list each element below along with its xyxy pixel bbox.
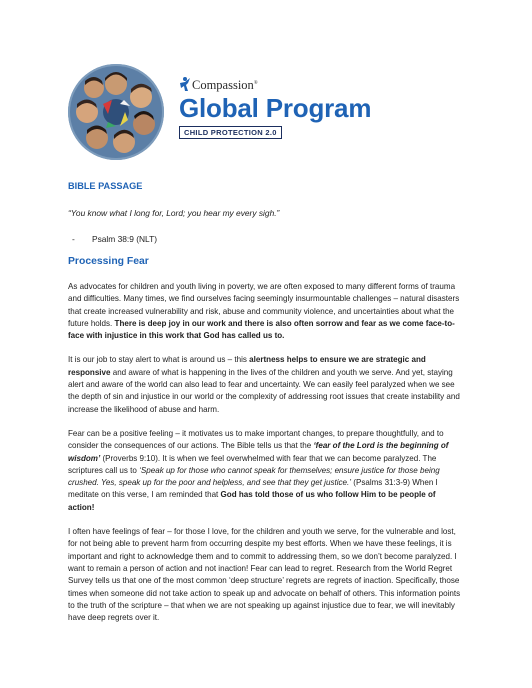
children-group-photo [68, 64, 164, 160]
paragraph-1: As advocates for children and youth living in poverty, we are often exposed to many different forms of trauma and difficulties. Many times, we find ourselves facing seemingly insurmountable challenges – natural disasters that create increased vulnerability and risk, abuse and community violence, and uncertainties about what the future holds. There is deep joy in our work and there is also often sorrow and fear as we come face-to-face with injustice in this work that God has called us to. [68, 282, 460, 341]
bible-passage-heading: BIBLE PASSAGE [68, 181, 143, 191]
verse-reference-text: Psalm 38:9 (NLT) [92, 234, 157, 244]
processing-fear-heading: Processing Fear [68, 256, 149, 267]
paragraph-3: Fear can be a positive feeling – it motivates us to make important changes, to prepare thoughtfully, and to consider the consequences of our actions. The Bible tells us that the ‘fear of the Lord is the beginning of wisdom’ (Proverbs 9:10). It is when we feel overwhelmed with fear that we can become paralyzed. The scriptures call us to ‘Speak up for those who cannot speak for themselves; ensure justice for those being crushed. Yes, speak up for the poor and helpless, and see that they get justice.’ (Psalms 31:3-9) When I meditate on this verse, I am reminded that God has told those of us who follow Him to be people of action! [68, 428, 449, 512]
compassion-logo [179, 74, 399, 92]
document-body [68, 180, 463, 624]
brand-registered-mark: ® [253, 80, 258, 86]
compassion-figure-icon [179, 76, 191, 92]
children-photo-illustration [68, 64, 164, 160]
brand-name: Compassion [192, 78, 254, 92]
paragraph-2: It is our job to stay alert to what is around us – this alertness helps to ensure we are strategic and responsive and aware of what is happening in the lives of the children and youth we serve. And yet, staying alert and aware of the world can also lead to fear and uncertainty. We can easily feel paralyzed when we see the depth of sin and injustice in our world or the complexity of addressing root issues that create instability and increase the likelihood of abuse and harm. [68, 355, 460, 414]
compassion-brand [179, 74, 399, 140]
program-title: Global Program [179, 93, 372, 123]
paragraph-4: I often have feelings of fear – for those I love, for the children and youth we serve, for the vulnerable and lost, for not being able to prevent harm from occurring despite my best efforts. When we have these feelings, it is important and right to acknowledge them and to commit to addressing them, so we don’t become paralyzed. I want to remain a person of action and not inaction! Fear can lead to regret. Research from the World Regret Survey tells us that one of the most common ‘deep structure’ regrets are regrets of inaction. Specifically, those times when someone did not take action to speak up and advocate on behalf of others. This information points to the truth of the scripture – that when we are not speaking up against injustice due to fear, we will inevitably have deep regrets over it. [68, 527, 461, 623]
reference-dash: - [72, 234, 75, 244]
verse-reference [68, 234, 463, 245]
bible-verse: “You know what I long for, Lord; you hear my every sigh.” [68, 208, 280, 218]
program-badge: CHILD PROTECTION 2.0 [179, 126, 282, 139]
program-header [68, 64, 398, 160]
